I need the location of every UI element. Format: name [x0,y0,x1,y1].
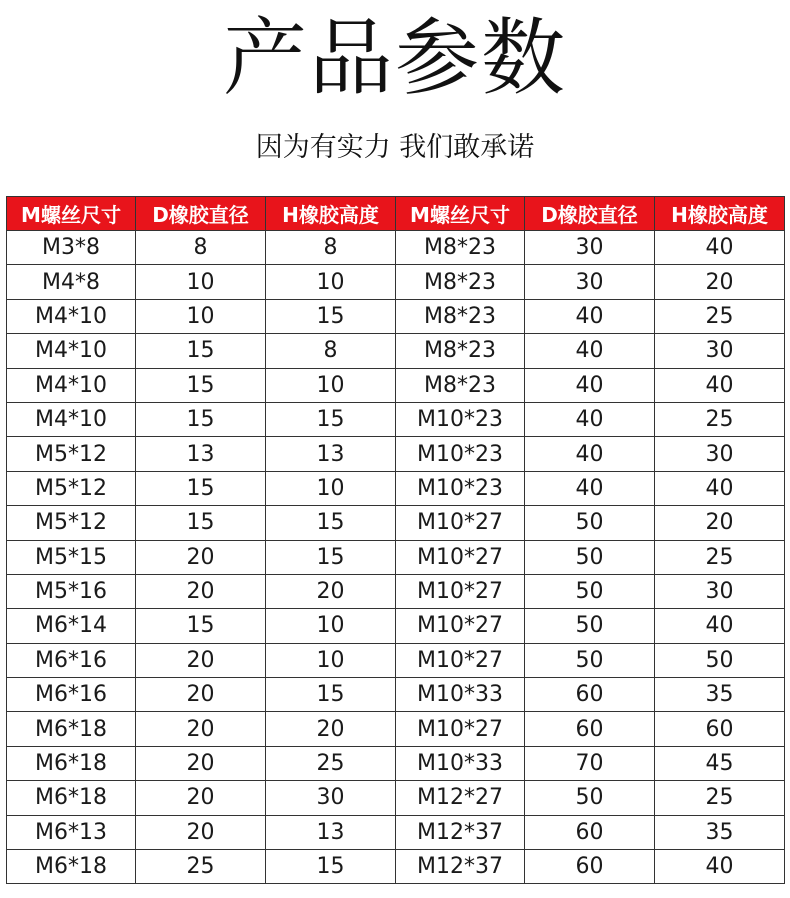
cell-rubber-height: 15 [266,402,396,436]
cell-rubber-diameter: 15 [136,368,266,402]
cell-rubber-height: 15 [266,540,396,574]
cell-screw-size: M10*27 [396,574,525,608]
cell-rubber-height: 13 [266,815,396,849]
cell-rubber-height: 30 [266,781,396,815]
cell-screw-size: M4*10 [7,299,136,333]
cell-screw-size: M3*8 [7,231,136,265]
table-row [7,402,785,436]
cell-rubber-height: 10 [266,609,396,643]
cell-rubber-diameter: 15 [136,471,266,505]
cell-rubber-height: 25 [655,299,785,333]
cell-screw-size: M5*12 [7,471,136,505]
cell-screw-size: M6*16 [7,678,136,712]
cell-rubber-diameter: 60 [525,815,655,849]
cell-screw-size: M6*18 [7,746,136,780]
table-row [7,815,785,849]
cell-screw-size: M10*23 [396,402,525,436]
cell-screw-size: M6*16 [7,643,136,677]
cell-rubber-height: 30 [655,574,785,608]
table-row [7,643,785,677]
cell-rubber-diameter: 40 [525,471,655,505]
cell-screw-size: M4*10 [7,368,136,402]
cell-rubber-diameter: 15 [136,402,266,436]
cell-screw-size: M4*10 [7,402,136,436]
cell-screw-size: M6*18 [7,781,136,815]
cell-screw-size: M10*27 [396,609,525,643]
cell-screw-size: M10*33 [396,746,525,780]
cell-rubber-diameter: 30 [525,231,655,265]
cell-rubber-height: 15 [266,299,396,333]
cell-rubber-height: 13 [266,437,396,471]
cell-rubber-diameter: 10 [136,265,266,299]
table-row [7,850,785,884]
cell-screw-size: M12*37 [396,815,525,849]
cell-screw-size: M8*23 [396,368,525,402]
cell-rubber-height: 30 [655,437,785,471]
cell-rubber-height: 8 [266,334,396,368]
cell-rubber-diameter: 13 [136,437,266,471]
header-rubber-height: H橡胶高度 [655,197,785,231]
cell-rubber-diameter: 60 [525,850,655,884]
cell-screw-size: M5*12 [7,506,136,540]
cell-rubber-diameter: 50 [525,540,655,574]
cell-rubber-height: 40 [655,850,785,884]
cell-rubber-diameter: 30 [525,265,655,299]
cell-screw-size: M8*23 [396,299,525,333]
cell-rubber-height: 60 [655,712,785,746]
cell-screw-size: M4*10 [7,334,136,368]
cell-rubber-height: 15 [266,850,396,884]
cell-rubber-height: 15 [266,506,396,540]
cell-rubber-diameter: 15 [136,506,266,540]
cell-rubber-height: 10 [266,265,396,299]
cell-rubber-diameter: 40 [525,368,655,402]
cell-rubber-diameter: 40 [525,299,655,333]
cell-screw-size: M12*37 [396,850,525,884]
cell-rubber-diameter: 50 [525,574,655,608]
cell-screw-size: M5*16 [7,574,136,608]
table-row [7,746,785,780]
table-row [7,437,785,471]
cell-screw-size: M6*13 [7,815,136,849]
cell-screw-size: M4*8 [7,265,136,299]
cell-rubber-height: 25 [266,746,396,780]
table-row [7,231,785,265]
page-subtitle: 因为有实力 我们敢承诺 [255,132,535,163]
table-header-row [7,197,785,231]
cell-screw-size: M6*14 [7,609,136,643]
header-screw-size: M螺丝尺寸 [396,197,525,231]
cell-screw-size: M10*27 [396,712,525,746]
cell-rubber-diameter: 15 [136,609,266,643]
spec-table [6,196,785,884]
cell-rubber-diameter: 50 [525,781,655,815]
cell-rubber-height: 40 [655,368,785,402]
cell-rubber-height: 35 [655,678,785,712]
cell-rubber-diameter: 20 [136,781,266,815]
cell-rubber-height: 40 [655,471,785,505]
table-row [7,299,785,333]
cell-rubber-height: 10 [266,368,396,402]
cell-rubber-diameter: 50 [525,506,655,540]
cell-rubber-diameter: 60 [525,712,655,746]
cell-screw-size: M5*12 [7,437,136,471]
cell-rubber-height: 40 [655,609,785,643]
cell-rubber-height: 8 [266,231,396,265]
cell-rubber-diameter: 8 [136,231,266,265]
cell-rubber-height: 20 [655,265,785,299]
cell-rubber-diameter: 50 [525,643,655,677]
cell-screw-size: M10*27 [396,540,525,574]
table-body [7,231,785,884]
cell-rubber-diameter: 60 [525,678,655,712]
cell-rubber-diameter: 15 [136,334,266,368]
header-rubber-height: H橡胶高度 [266,197,396,231]
table-row [7,334,785,368]
cell-screw-size: M5*15 [7,540,136,574]
cell-rubber-height: 10 [266,643,396,677]
cell-rubber-diameter: 10 [136,299,266,333]
cell-screw-size: M12*27 [396,781,525,815]
cell-screw-size: M10*27 [396,643,525,677]
cell-screw-size: M8*23 [396,265,525,299]
table-row [7,678,785,712]
cell-rubber-height: 20 [655,506,785,540]
cell-rubber-diameter: 20 [136,746,266,780]
cell-rubber-diameter: 50 [525,609,655,643]
cell-rubber-height: 20 [266,574,396,608]
cell-rubber-height: 50 [655,643,785,677]
cell-screw-size: M6*18 [7,712,136,746]
table-row [7,471,785,505]
table-row [7,540,785,574]
cell-rubber-height: 10 [266,471,396,505]
cell-rubber-diameter: 20 [136,678,266,712]
cell-rubber-height: 15 [266,678,396,712]
table-row [7,712,785,746]
cell-screw-size: M10*23 [396,437,525,471]
cell-rubber-height: 40 [655,231,785,265]
table-row [7,368,785,402]
cell-rubber-diameter: 40 [525,402,655,436]
cell-rubber-diameter: 40 [525,334,655,368]
table-row [7,574,785,608]
cell-rubber-diameter: 70 [525,746,655,780]
cell-screw-size: M8*23 [396,231,525,265]
cell-screw-size: M10*23 [396,471,525,505]
table-row [7,506,785,540]
cell-rubber-diameter: 20 [136,815,266,849]
cell-rubber-height: 25 [655,402,785,436]
header-rubber-diameter: D橡胶直径 [525,197,655,231]
cell-rubber-height: 30 [655,334,785,368]
table-row [7,609,785,643]
cell-screw-size: M8*23 [396,334,525,368]
header-screw-size: M螺丝尺寸 [7,197,136,231]
cell-rubber-diameter: 20 [136,574,266,608]
cell-rubber-height: 25 [655,540,785,574]
header-rubber-diameter: D橡胶直径 [136,197,266,231]
cell-rubber-height: 35 [655,815,785,849]
cell-rubber-height: 20 [266,712,396,746]
cell-rubber-diameter: 25 [136,850,266,884]
page-title: 产品参数 [222,9,567,107]
cell-rubber-diameter: 20 [136,540,266,574]
cell-rubber-diameter: 20 [136,712,266,746]
cell-screw-size: M10*33 [396,678,525,712]
table-row [7,265,785,299]
cell-screw-size: M10*27 [396,506,525,540]
cell-rubber-diameter: 20 [136,643,266,677]
cell-screw-size: M6*18 [7,850,136,884]
cell-rubber-height: 25 [655,781,785,815]
table-row [7,781,785,815]
cell-rubber-diameter: 40 [525,437,655,471]
cell-rubber-height: 45 [655,746,785,780]
